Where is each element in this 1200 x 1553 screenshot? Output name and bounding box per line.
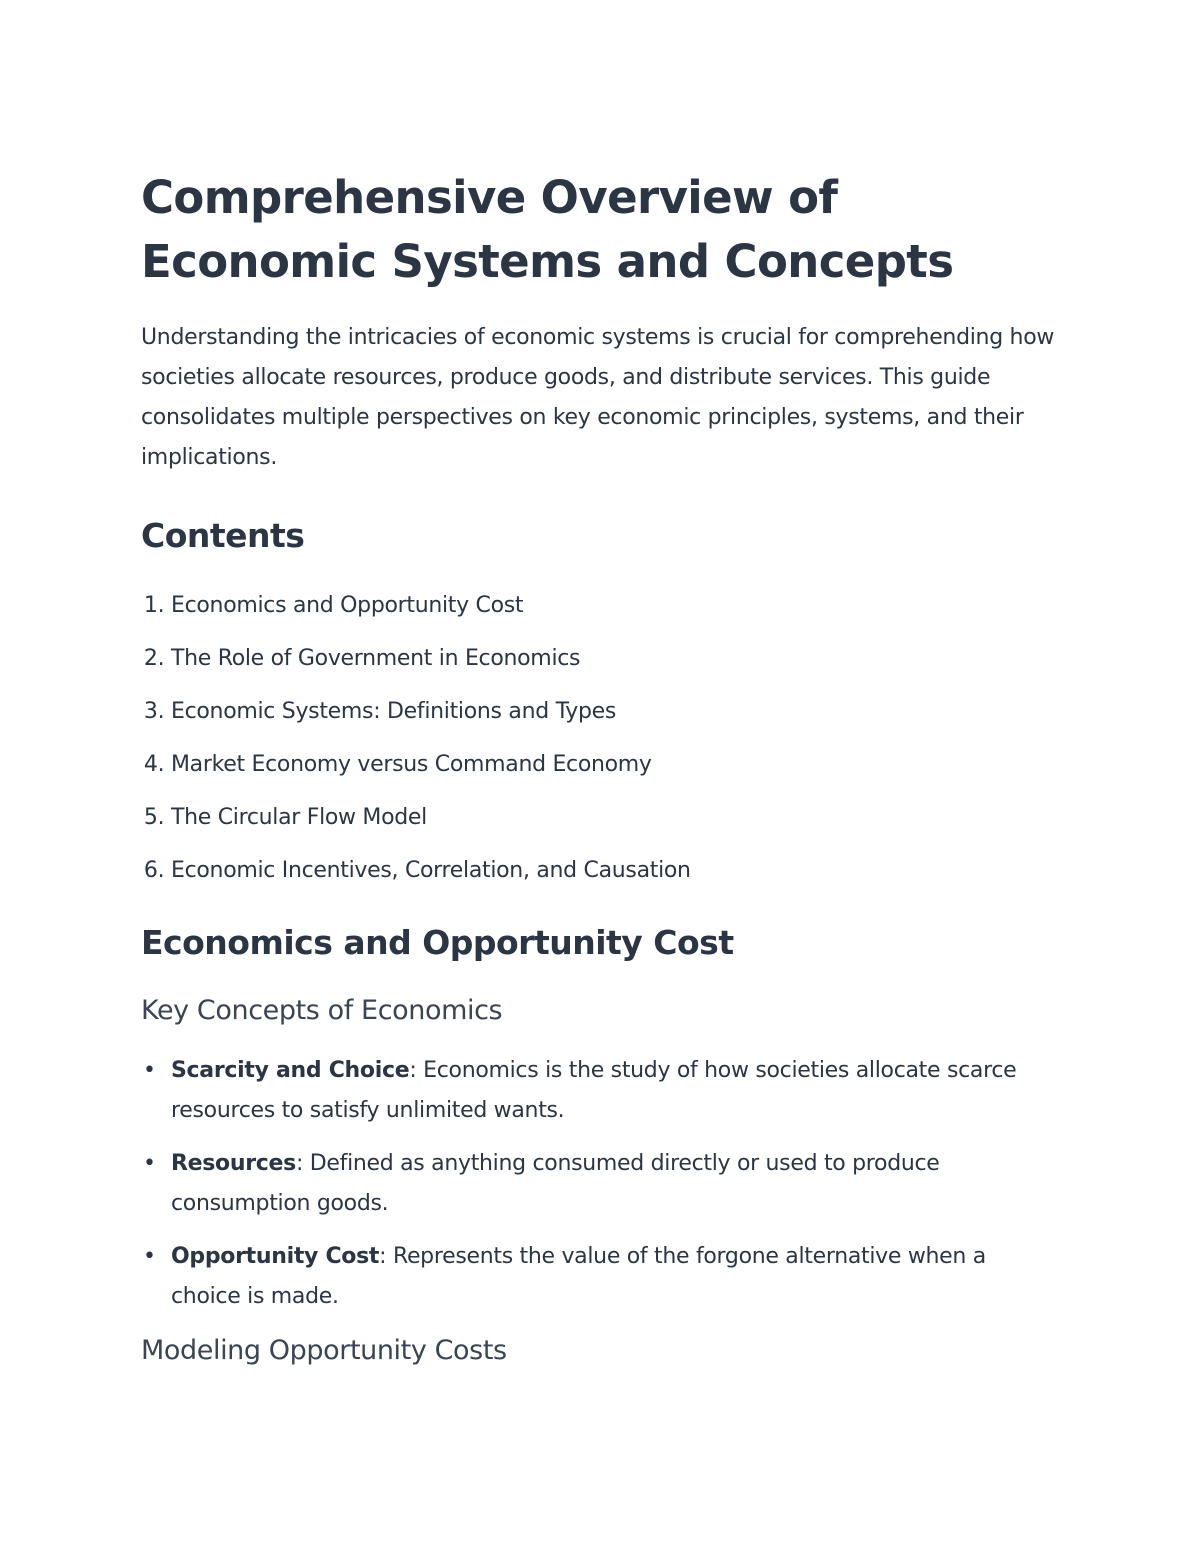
- toc-label: Economic Systems: Definitions and Types: [171, 699, 617, 724]
- toc-item-2[interactable]: [141, 639, 1060, 679]
- bullet-icon: •: [143, 1244, 156, 1269]
- toc-number: 1.: [143, 593, 165, 618]
- toc-number: 4.: [143, 752, 165, 777]
- toc-number: 2.: [143, 646, 165, 671]
- document-title: Comprehensive Overview of Economic Systems and Concepts: [141, 171, 954, 288]
- list-item: [141, 1051, 1060, 1131]
- toc-label: The Role of Government in Economics: [171, 646, 581, 671]
- concept-definition: : Defined as anything consumed directly or used to produce consumption goods.: [171, 1151, 940, 1216]
- toc-label: Economic Incentives, Correlation, and Causation: [171, 858, 691, 883]
- concept-term: Opportunity Cost: [171, 1244, 380, 1269]
- bullet-icon: •: [143, 1151, 156, 1176]
- toc-label: Market Economy versus Command Economy: [171, 752, 652, 777]
- concept-term: Resources: [171, 1151, 296, 1176]
- toc-item-1[interactable]: [141, 586, 1060, 626]
- bullet-icon: •: [143, 1058, 156, 1083]
- table-of-contents: [141, 586, 1060, 891]
- list-item: [141, 1237, 1060, 1317]
- toc-item-5[interactable]: [141, 798, 1060, 838]
- toc-label: Economics and Opportunity Cost: [171, 593, 524, 618]
- toc-label: The Circular Flow Model: [171, 805, 427, 830]
- toc-item-3[interactable]: [141, 692, 1060, 732]
- list-item: [141, 1144, 1060, 1224]
- concept-definition: : Represents the value of the forgone alternative when a choice is made.: [171, 1244, 986, 1309]
- toc-item-4[interactable]: [141, 745, 1060, 785]
- toc-number: 6.: [143, 858, 165, 883]
- key-concepts-list: [141, 1051, 1060, 1317]
- subheading-key-concepts: Key Concepts of Economics: [141, 995, 503, 1026]
- toc-item-6[interactable]: [141, 851, 1060, 891]
- concept-term: Scarcity and Choice: [171, 1058, 410, 1083]
- intro-paragraph: Understanding the intricacies of economic systems is crucial for comprehending how societies allocate resources, produce goods, and distribute services. This guide consolidates multiple perspectives on key economic principles, systems, and their implications.: [141, 325, 1055, 470]
- toc-number: 5.: [143, 805, 165, 830]
- toc-number: 3.: [143, 699, 165, 724]
- subheading-modeling-opportunity-costs: Modeling Opportunity Costs: [141, 1335, 507, 1366]
- concept-definition: : Economics is the study of how societies allocate scarce resources to satisfy unlimited wants.: [171, 1058, 1017, 1123]
- section-heading-economics-opportunity-cost: Economics and Opportunity Cost: [141, 923, 734, 962]
- contents-heading: Contents: [141, 516, 305, 555]
